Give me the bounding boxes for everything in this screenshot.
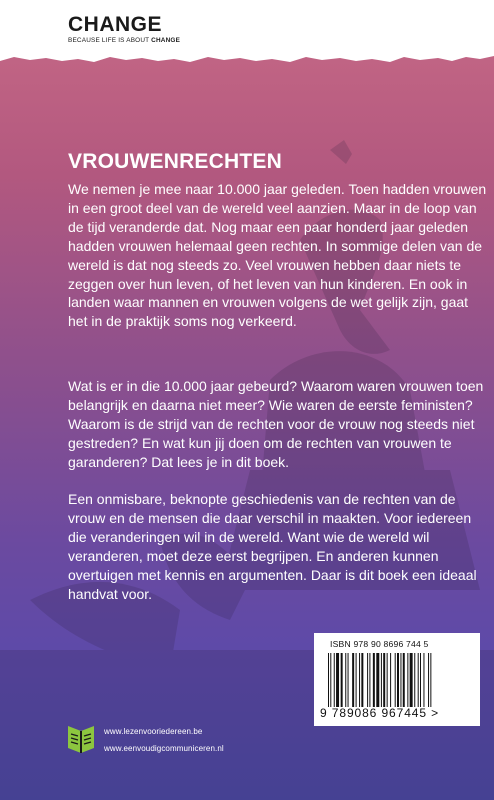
isbn-barcode: [314, 633, 480, 726]
isbn-digits: 9 789086 967445 >: [320, 706, 440, 720]
barcode-bar: [336, 653, 339, 707]
brand-tagline: [68, 37, 180, 44]
brand-tagline-prefix: BECAUSE LIFE IS ABOUT: [68, 37, 150, 44]
barcode-bar: [345, 653, 346, 707]
barcode-bar: [397, 653, 399, 707]
barcode-bar: [369, 653, 370, 707]
website-link-1[interactable]: www.lezenvooriedereen.be: [104, 727, 203, 736]
barcode-bar: [361, 653, 363, 707]
blurb-paragraph-3: Een onmisbare, beknopte geschiedenis van de rechten van de vrouw en de mensen die daar verschil in maakten. Voor iedereen die veranderingen wil in de wereld. Want wie de wereld wil veranderen, moet deze eerst begrijpen. En anderen kunnen overtuigen met kennis en argumenten. Daar is dit boek een ideaal handvat voor.: [68, 491, 477, 602]
barcode-bar: [359, 653, 360, 707]
blurb-paragraph-1: We nemen je mee naar 10.000 jaar geleden. Toen hadden vrouwen in een groot deel van de wereld veel aanzien. Maar in de loop van de tijd veranderde dat. Nog maar een paar honderd jaar geleden hadden vrouwen helemaal geen rechten. In sommige delen van de wereld is dat nog steeds zo. Veel vrouwen hebben daar niets te zeggen over hun leven, of het leven van hun kinderen. En ook in landen waar mannen en vrouwen volgens de wet gelijk zijn, gaat het in de praktijk soms nog verkeerd.: [68, 181, 487, 330]
barcode-bar: [348, 653, 349, 707]
barcode-bar: [330, 653, 331, 707]
barcode-bar: [381, 653, 382, 707]
barcode-bar: [430, 653, 431, 707]
website-link-2[interactable]: www.eenvoudigcommuniceren.nl: [104, 744, 224, 753]
isbn-label: ISBN 978 90 8696 744 5: [330, 639, 429, 649]
barcode-bar: [428, 653, 429, 707]
blurb-paragraph-2: Wat is er in die 10.000 jaar gebeurd? Waarom waren vrouwen toen belangrijk en daarna niet meer? Wie waren de eerste feministen? Waarom is de strijd van de rechten voor de vrouw nog steeds niet gestreden? En wat kun jij doen om de rechten van vrouwen te garanderen? Dat lees je in dit boek.: [68, 378, 484, 470]
barcode-bar: [356, 653, 357, 707]
barcode-bar: [341, 653, 343, 707]
barcode-bar: [414, 653, 415, 707]
barcode-bar: [387, 653, 388, 707]
barcode-bar: [407, 653, 408, 707]
brand-logo: [68, 14, 180, 44]
brand-tagline-bold: CHANGE: [151, 37, 181, 44]
barcode-bar: [420, 653, 421, 707]
barcode-bar: [400, 653, 401, 707]
barcode-bar: [334, 653, 335, 707]
barcode-bar: [328, 653, 329, 707]
barcode-bar: [352, 653, 354, 707]
barcode-bar: [418, 653, 419, 707]
barcode-bar: [423, 653, 424, 707]
brand-name: CHANGE: [68, 13, 163, 36]
book-title: VROUWENRECHTEN: [68, 150, 282, 173]
barcode-bar: [403, 653, 405, 707]
barcode-bar: [373, 653, 375, 707]
barcode-bar: [390, 653, 391, 707]
barcode-bar: [395, 653, 396, 707]
barcode-bar: [367, 653, 368, 707]
torn-paper-edge: [0, 50, 494, 68]
green-book-logo-icon: [66, 722, 96, 756]
barcode-bars: [328, 653, 472, 707]
barcode-bar: [383, 653, 385, 707]
barcode-bar: [376, 653, 379, 707]
barcode-bar: [410, 653, 413, 707]
